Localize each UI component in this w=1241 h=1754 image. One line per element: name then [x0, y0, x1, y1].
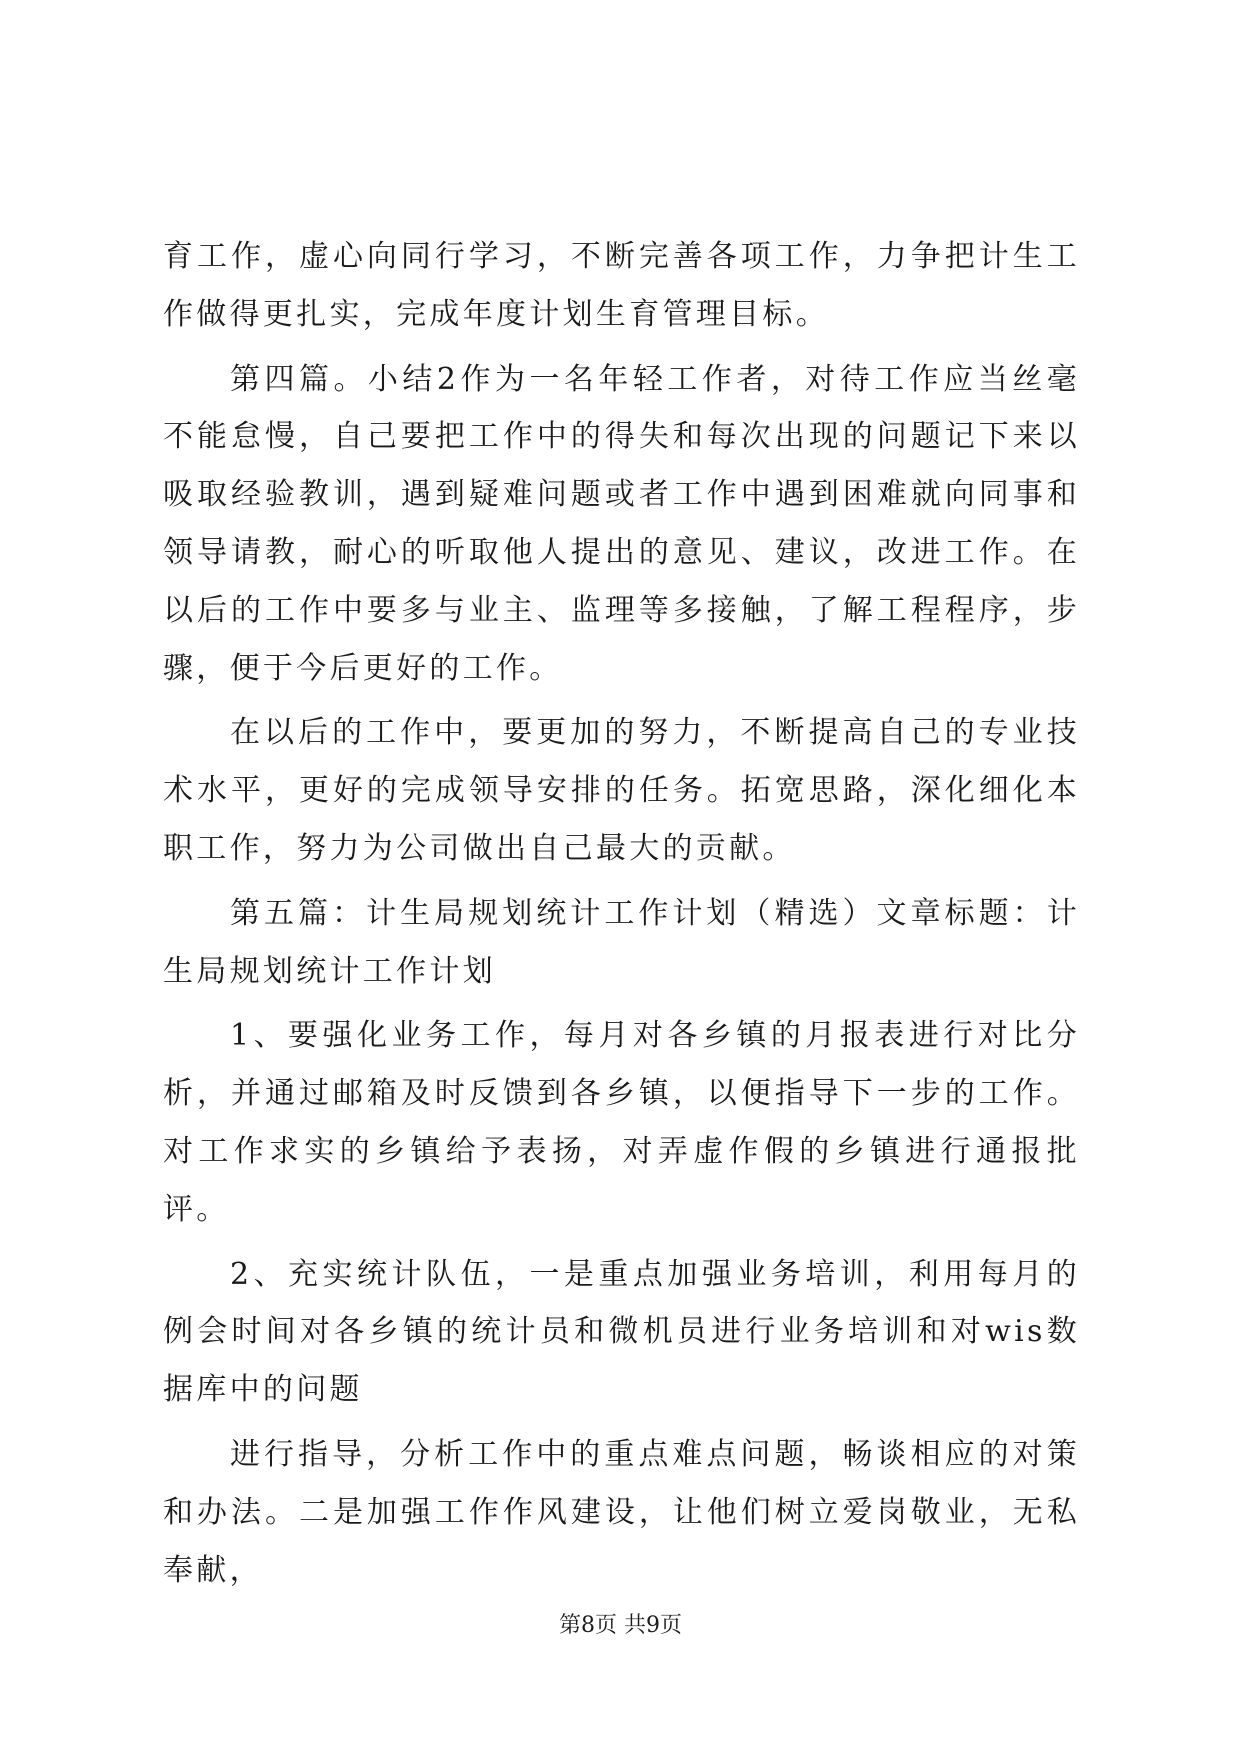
paragraph-2: 第四篇。小结2作为一名年轻工作者，对待工作应当丝毫不能怠慢，自己要把工作中的得失和每次出现的问题记下来以吸取经验教训，遇到疑难问题或者工作中遇到困难就向同事和领导请教，耐心的听取他人提出的意见、建议，改进工作。在以后的工作中要多与业主、监理等多接触，了解工程程序，步骤，便于今后更好的工作。: [163, 361, 1080, 686]
paragraph-7: 进行指导，分析工作中的重点难点问题，畅谈相应的对策和办法。二是加强工作作风建设，让他们树立爱岗敬业，无私奉献，: [163, 1436, 1080, 1588]
paragraph-3: 在以后的工作中，要更加的努力，不断提高自己的专业技术水平，更好的完成领导安排的任务。拓宽思路，深化细化本职工作，努力为公司做出自己最大的贡献。: [163, 715, 1080, 866]
page-number-label: 第8页 共9页: [559, 1613, 682, 1638]
paragraph-1: 育工作，虚心向同行学习，不断完善各项工作，力争把计生工作做得更扎实，完成年度计划生育管理目标。: [163, 239, 1080, 332]
paragraph-4: 第五篇：计生局规划统计工作计划（精选）文章标题：计生局规划统计工作计划: [163, 895, 1080, 989]
page-footer: [0, 1611, 1241, 1641]
paragraph-5: 1、要强化业务工作，每月对各乡镇的月报表进行对比分析，并通过邮箱及时反馈到各乡镇，以便指导下一步的工作。对工作求实的乡镇给予表扬，对弄虚作假的乡镇进行通报批评。: [163, 1018, 1080, 1227]
document-body: [163, 228, 1080, 1606]
paragraph-6: 2、充实统计队伍，一是重点加强业务培训，利用每月的例会时间对各乡镇的统计员和微机员进行业务培训和对wis数据库中的问题: [163, 1256, 1080, 1408]
